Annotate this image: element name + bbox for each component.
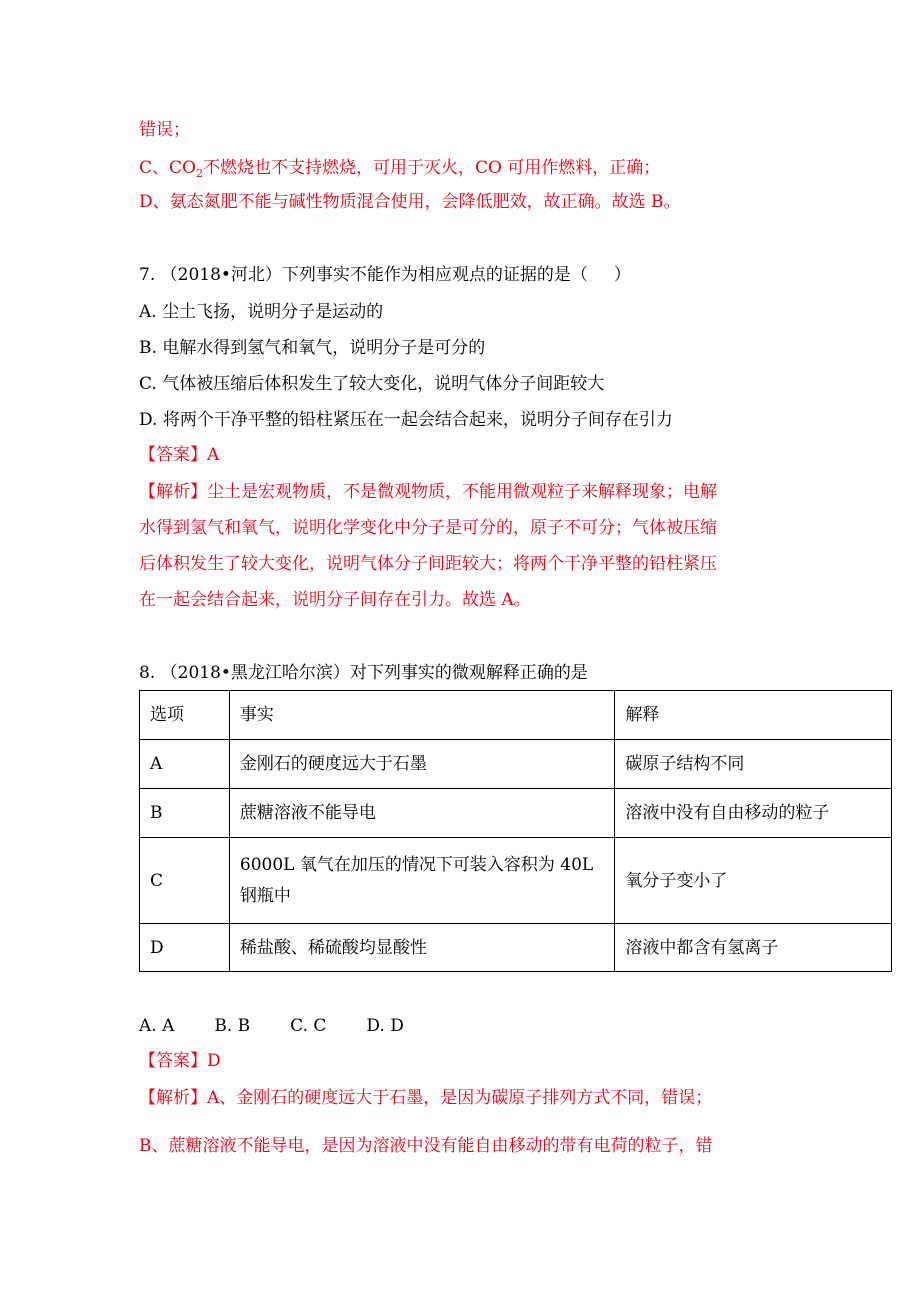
row-option: C [140, 838, 230, 924]
row-explanation: 氧分子变小了 [615, 838, 892, 924]
q8-choice-d: D. D [366, 1016, 404, 1036]
row-fact: 稀盐酸、稀硫酸均显酸性 [229, 924, 614, 972]
row-explanation: 溶液中没有自由移动的粒子 [615, 789, 892, 838]
q8-choices [139, 1014, 444, 1038]
header-option: 选项 [140, 691, 230, 740]
row-fact: 金刚石的硬度远大于石墨 [229, 740, 614, 789]
q8-analysis-line-2: B、蔗糖溶液不能导电，是因为溶液中没有能自由移动的带有电荷的粒子，错 [139, 1136, 713, 1156]
row-explanation: 碳原子结构不同 [615, 740, 892, 789]
row-fact: 蔗糖溶液不能导电 [229, 789, 614, 838]
row-option: A [140, 740, 230, 789]
prev-analysis-line-1: 错误； [139, 120, 190, 140]
table-row [140, 838, 892, 924]
table-row [140, 924, 892, 972]
q8-facts-table [139, 690, 892, 972]
q7-option-a: A. 尘土飞扬，说明分子是运动的 [139, 302, 384, 322]
q7-stem-end: ） [613, 265, 631, 285]
table-row [140, 789, 892, 838]
table-header-row [140, 691, 892, 740]
table-row [140, 740, 892, 789]
prev-analysis-line-2 [139, 156, 660, 186]
q7-stem [139, 263, 631, 287]
q8-choice-b: B. B [214, 1016, 251, 1036]
q7-analysis-line-3: 后体积发生了较大变化，说明气体分子间距较大；将两个干净平整的铅柱紧压 [139, 554, 717, 574]
q8-choice-a: A. A [139, 1016, 175, 1036]
co2-subscript: 2 [195, 167, 203, 180]
q7-option-c: C. 气体被压缩后体积发生了较大变化，说明气体分子间距较大 [139, 374, 605, 394]
q8-stem: 8. （2018•黑龙江哈尔滨）对下列事实的微观解释正确的是 [139, 663, 588, 683]
q7-analysis-line-1: 【解析】尘土是宏观物质，不是微观物质，不能用微观粒子来解释现象；电解 [139, 482, 717, 502]
header-fact: 事实 [229, 691, 614, 740]
prev-line-2-rest: 不燃烧也不支持燃烧，可用于灭火，CO 可用作燃料，正确； [202, 158, 661, 178]
q7-option-b: B. 电解水得到氢气和氧气，说明分子是可分的 [139, 338, 486, 358]
q7-analysis-line-2: 水得到氢气和氧气，说明化学变化中分子是可分的，原子不可分；气体被压缩 [139, 518, 717, 538]
co2-prefix: C、CO [139, 158, 196, 178]
row-fact: 6000L 氧气在加压的情况下可装入容积为 40L 钢瓶中 [229, 838, 614, 924]
q8-answer: 【答案】D [139, 1051, 221, 1071]
row-option: B [140, 789, 230, 838]
q7-stem-text: 7. （2018•河北）下列事实不能作为相应观点的证据的是（ [139, 265, 588, 285]
header-explanation: 解释 [615, 691, 892, 740]
prev-analysis-line-3: D、氨态氮肥不能与碱性物质混合使用，会降低肥效，故正确。故选 B。 [139, 192, 681, 212]
q8-choice-c: C. C [290, 1016, 327, 1036]
q7-answer: 【答案】A [139, 445, 220, 465]
q7-analysis-line-4: 在一起会结合起来，说明分子间存在引力。故选 A。 [139, 590, 531, 610]
row-option: D [140, 924, 230, 972]
row-explanation: 溶液中都含有氢离子 [615, 924, 892, 972]
q8-analysis-line-1: 【解析】A、金刚石的硬度远大于石墨，是因为碳原子排列方式不同，错误； [139, 1088, 713, 1108]
q7-option-d: D. 将两个干净平整的铅柱紧压在一起会结合起来，说明分子间存在引力 [139, 410, 673, 430]
